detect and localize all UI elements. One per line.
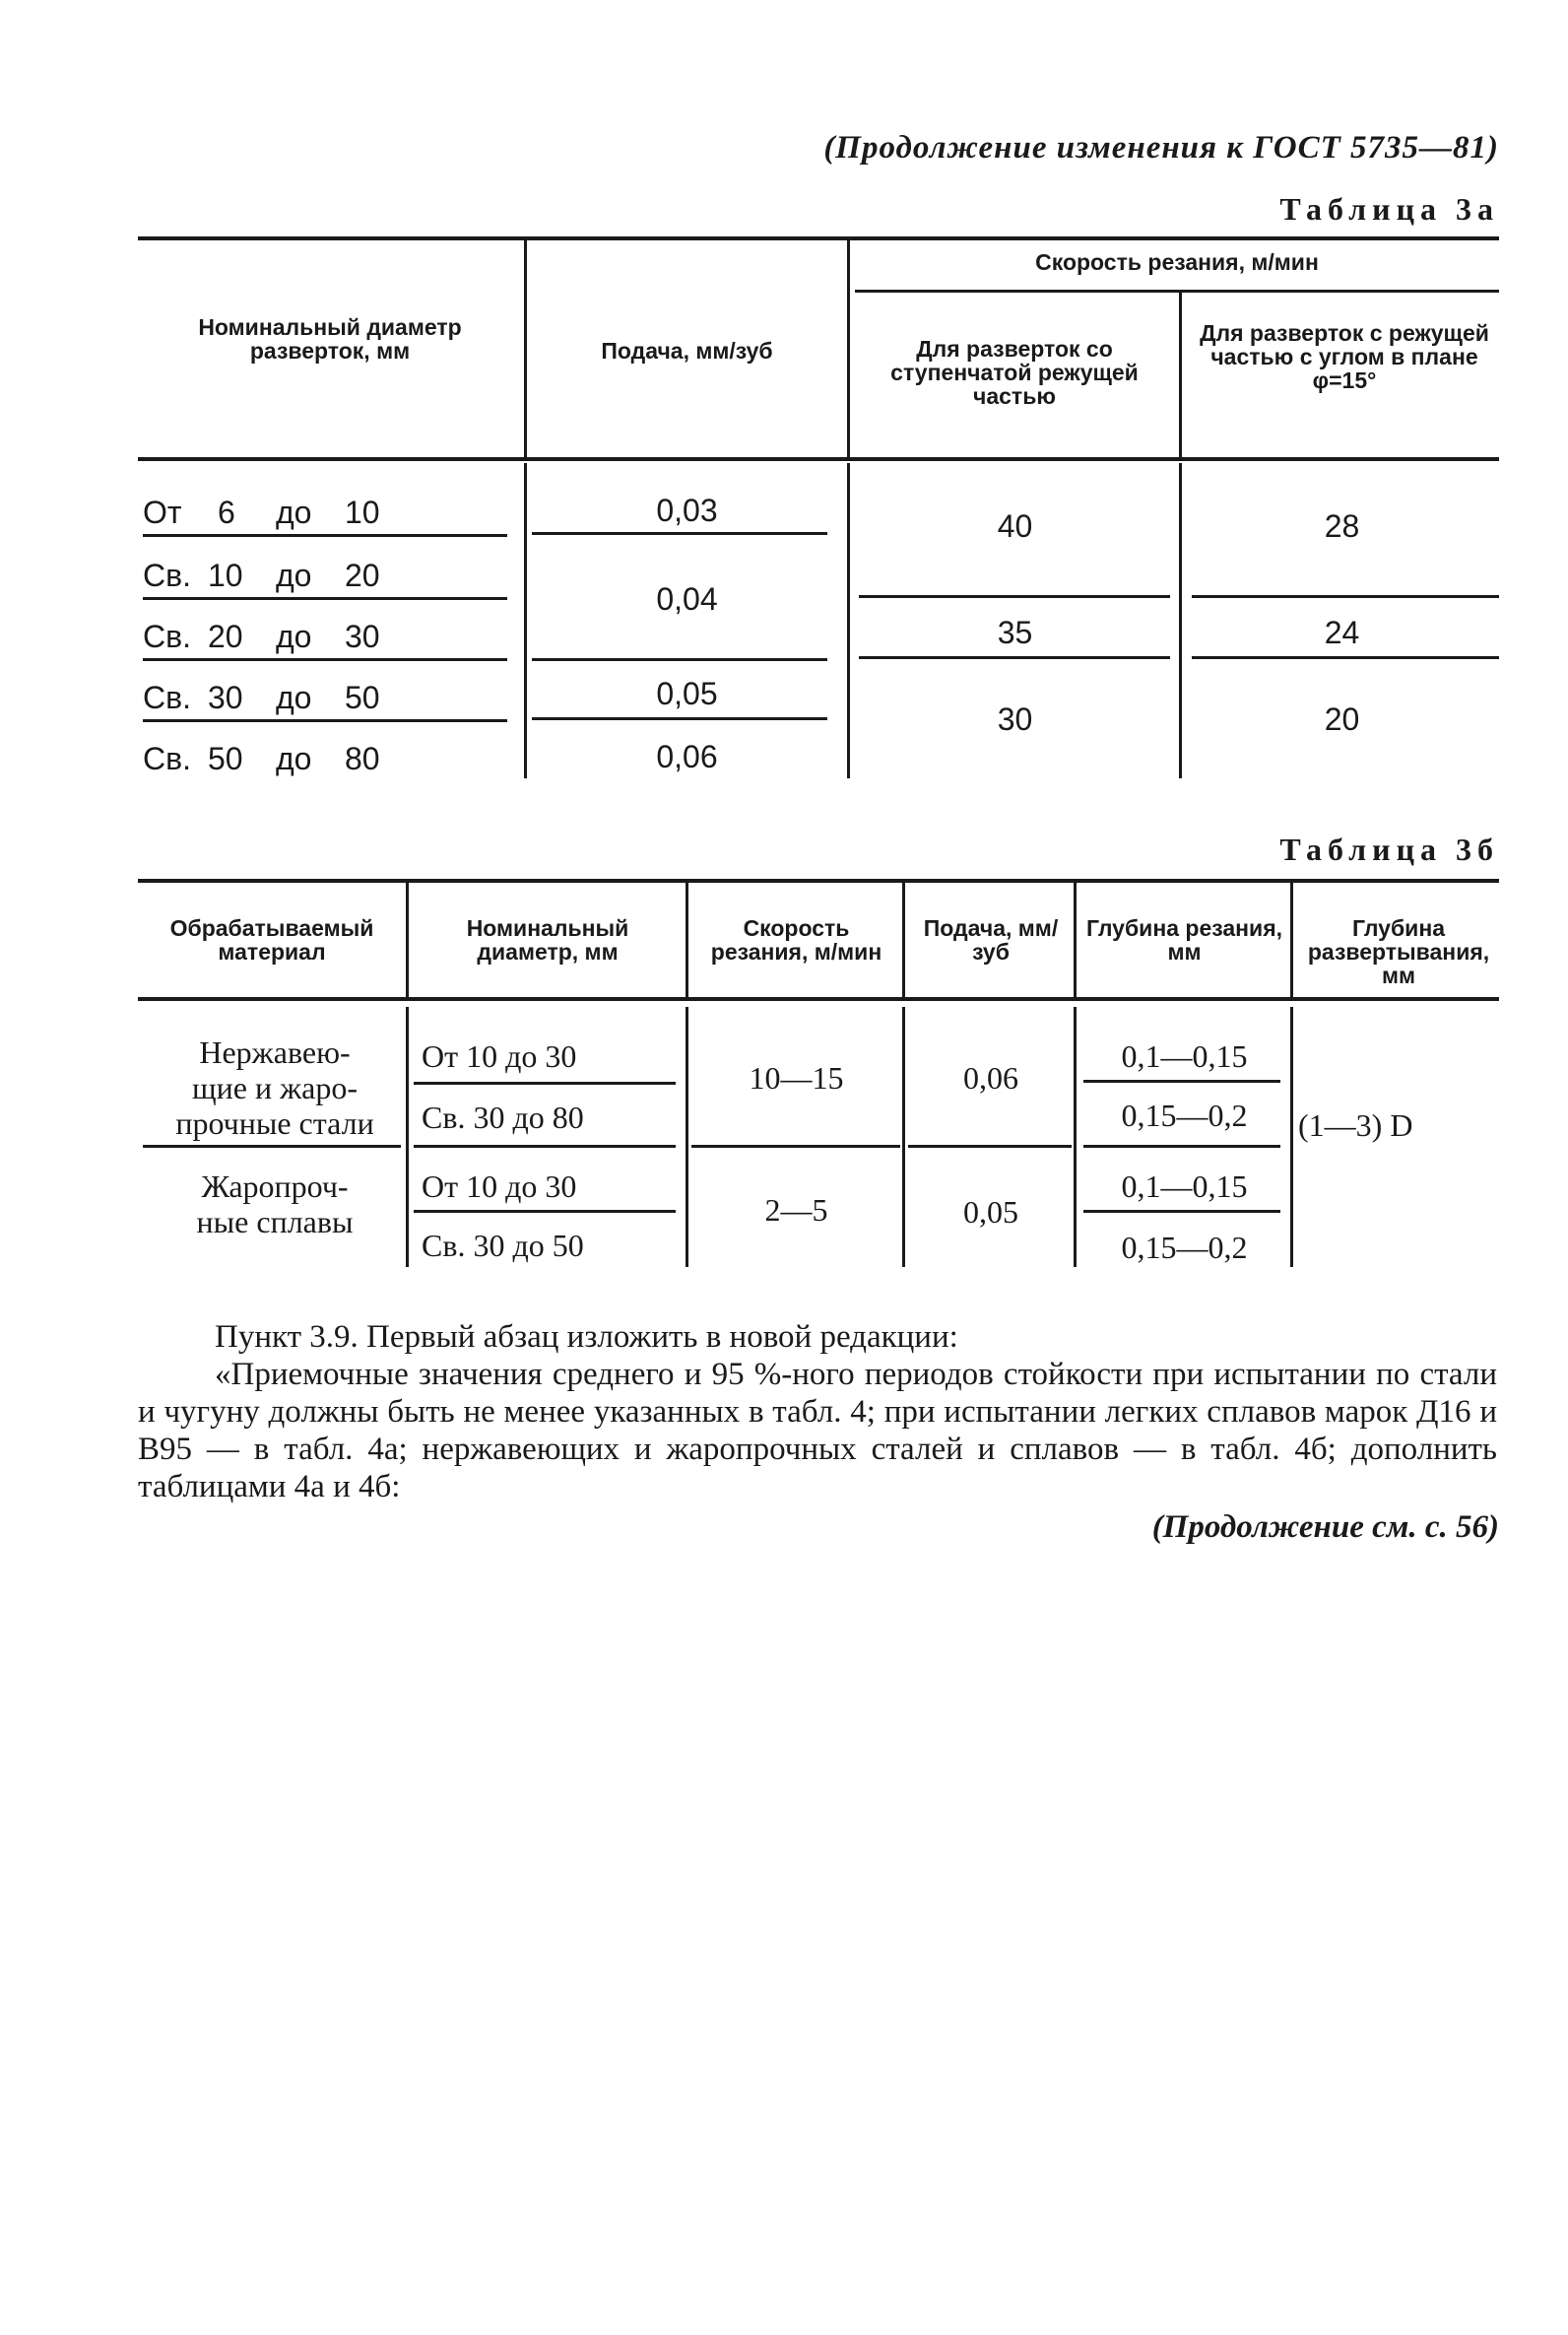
row-prefix: Св.	[143, 558, 191, 593]
table-3b-depth-cell: 0,1—0,15	[1121, 1168, 1248, 1204]
row-to: 10	[345, 495, 380, 530]
paragraph-text: «Приемочные значения среднего и 95 %-ного периодов стойкости при испытании по стали и чугуну должны быть не менее указанных в табл. 4; при испытании легких сплавов марок Д16 и В95 — в табл. 4а; нержавеющих и жаропрочных сталей и сплавов — в табл. 4б; дополнить таблицами 4а и 4б:	[138, 1357, 1497, 1504]
table-3b-header-diameter: Номинальный диаметр, мм	[466, 915, 629, 965]
row-prefix: Св.	[143, 741, 191, 776]
table-3b-body-vline	[1290, 1007, 1293, 1267]
table-3b-diameter-rule	[414, 1210, 676, 1213]
table-3b-header-depth: Глубина резания, мм	[1085, 915, 1282, 965]
table-3a-diameter-row	[143, 619, 517, 654]
row-prefix: Св.	[143, 619, 191, 654]
paragraph-quote	[138, 1356, 1497, 1505]
table-3b-reaming-depth-cell: (1—3) D	[1298, 1107, 1413, 1143]
table-3a-header-angle: Для разверток с режущей частью с углом в плане φ=15°	[1200, 320, 1489, 393]
row-from: 30	[208, 680, 243, 715]
table-3b-diameter-cell: Св. 30 до 80	[422, 1100, 584, 1135]
table-3a-header-diameter: Номинальный диаметр разверток, мм	[198, 314, 462, 364]
table-3a-header-speed-group: Скорость резания, м/мин	[1035, 249, 1319, 275]
table-3a-body-vline-3	[1179, 463, 1182, 778]
table-3b-material-line: Нержавею-	[199, 1034, 351, 1070]
row-to: 50	[345, 680, 380, 715]
table-3a-diameter-row	[143, 495, 517, 530]
table-3a-feed-cell: 0,03	[656, 493, 718, 528]
table-3b-header-reaming-depth: Глубина развертывания, мм	[1307, 915, 1490, 988]
table-3a-feed-cell: 0,05	[656, 676, 718, 711]
table-3b-header-feed: Подача, мм/зуб	[923, 915, 1059, 965]
row-to: 80	[345, 741, 380, 776]
table-3b-header-rule	[138, 997, 1499, 1001]
table-3b-vline	[686, 883, 688, 997]
page-header: (Продолжение изменения к ГОСТ 5735—81)	[823, 130, 1499, 166]
table-3a-feed-rule	[532, 658, 827, 661]
table-3b-material-rule	[143, 1145, 401, 1148]
table-3a-speed-stepped-cell: 40	[997, 508, 1033, 544]
table-3a-feed-rule	[532, 532, 827, 535]
table-3b-body-vline	[406, 1007, 409, 1267]
table-3a-speed-stepped-cell: 35	[997, 615, 1033, 650]
table-3a-row-rule	[143, 719, 507, 722]
table-3a-header-stepped: Для разверток со ступенчатой режущей частью	[890, 336, 1139, 409]
row-prefix: Св.	[143, 680, 191, 715]
row-to-word: до	[276, 680, 312, 715]
table-3a-row-rule	[143, 534, 507, 537]
table-3b-depth-rule	[1083, 1080, 1280, 1083]
table-3b-diameter-cell: От 10 до 30	[422, 1168, 577, 1204]
table-3a-diameter-row	[143, 741, 517, 776]
table-3b-depth-rule	[1083, 1145, 1280, 1148]
table-3a-speed-rule	[859, 595, 1170, 598]
table-3b-header-speed: Скорость резания, м/мин	[710, 915, 882, 965]
table-3a-vline-3	[1179, 293, 1182, 457]
table-3a-speed-group-rule	[855, 290, 1499, 293]
table-3b-vline	[902, 883, 905, 997]
paragraph-item-3-9	[138, 1318, 1497, 1356]
table-3b-body-vline	[902, 1007, 905, 1267]
table-3a-feed-cell: 0,04	[656, 581, 718, 617]
table-3b-feed-cell: 0,06	[963, 1060, 1018, 1096]
table-3a-header-feed: Подача, мм/зуб	[601, 338, 773, 364]
table-3a-speed-rule	[859, 656, 1170, 659]
row-from: 50	[208, 741, 243, 776]
table-3b-diameter-cell: От 10 до 30	[422, 1038, 577, 1074]
table-3a-feed-rule	[532, 717, 827, 720]
table-3b-vline	[406, 883, 409, 997]
table-3b-material-line: прочные стали	[175, 1105, 374, 1141]
table-3a-speed-rule	[1192, 656, 1499, 659]
paragraph-text: Пункт 3.9. Первый абзац изложить в новой редакции:	[215, 1319, 958, 1355]
row-to-word: до	[276, 741, 312, 776]
table-3b-speed-rule	[691, 1145, 900, 1148]
table-3a-row-rule	[143, 597, 507, 600]
table-3b-header-material: Обрабатываемый материал	[169, 915, 374, 965]
table-3a-speed-angle-cell: 20	[1324, 701, 1360, 737]
row-to: 20	[345, 558, 380, 593]
table-3a-speed-stepped-cell: 30	[997, 701, 1033, 737]
table-3b-top-rule	[138, 879, 1499, 883]
table-3a-feed-cell: 0,06	[656, 739, 718, 774]
table-3b-diameter-rule	[414, 1082, 676, 1085]
table-3b-depth-cell: 0,15—0,2	[1121, 1098, 1248, 1133]
table-3a-caption: Таблица 3а	[1279, 191, 1499, 227]
table-3b-vline	[1074, 883, 1077, 997]
row-to-word: до	[276, 495, 312, 530]
table-3b-diameter-rule	[414, 1145, 676, 1148]
table-3a-diameter-row	[143, 680, 517, 715]
table-3b-caption: Таблица 3б	[1279, 832, 1499, 867]
table-3b-material-line: ные сплавы	[196, 1204, 354, 1239]
table-3b-material-line: щие и жаро-	[191, 1070, 359, 1105]
table-3a-top-rule	[138, 236, 1499, 240]
row-from: 10	[208, 558, 243, 593]
row-to: 30	[345, 619, 380, 654]
table-3b-body-vline	[1074, 1007, 1077, 1267]
table-3a-speed-angle-cell: 24	[1324, 615, 1360, 650]
table-3a-speed-angle-cell: 28	[1324, 508, 1360, 544]
table-3a-diameter-row	[143, 558, 517, 593]
table-3a-vline-2	[847, 240, 850, 457]
table-3b-depth-cell: 0,1—0,15	[1121, 1038, 1248, 1074]
table-3a-header-rule	[138, 457, 1499, 461]
table-3a-speed-rule	[1192, 595, 1499, 598]
table-3a-body-vline-1	[524, 463, 527, 778]
row-from: 20	[208, 619, 243, 654]
continued-note: (Продолжение см. с. 56)	[1151, 1509, 1499, 1545]
table-3a-vline-1	[524, 240, 527, 457]
table-3b-material-line: Жаропроч-	[201, 1168, 349, 1204]
row-to-word: до	[276, 619, 312, 654]
table-3b-speed-cell: 10—15	[749, 1060, 844, 1096]
table-3b-feed-cell: 0,05	[963, 1194, 1018, 1230]
table-3b-vline	[1290, 883, 1293, 997]
row-from: 6	[218, 495, 235, 530]
table-3b-depth-cell: 0,15—0,2	[1121, 1230, 1248, 1265]
table-3b-diameter-cell: Св. 30 до 50	[422, 1228, 584, 1263]
table-3b-depth-rule	[1083, 1210, 1280, 1213]
table-3b-feed-rule	[908, 1145, 1072, 1148]
row-to-word: до	[276, 558, 312, 593]
table-3a-row-rule	[143, 658, 507, 661]
row-prefix: От	[143, 495, 182, 530]
table-3a-body-vline-2	[847, 463, 850, 778]
table-3b-body-vline	[686, 1007, 688, 1267]
table-3b-speed-cell: 2—5	[764, 1192, 828, 1228]
